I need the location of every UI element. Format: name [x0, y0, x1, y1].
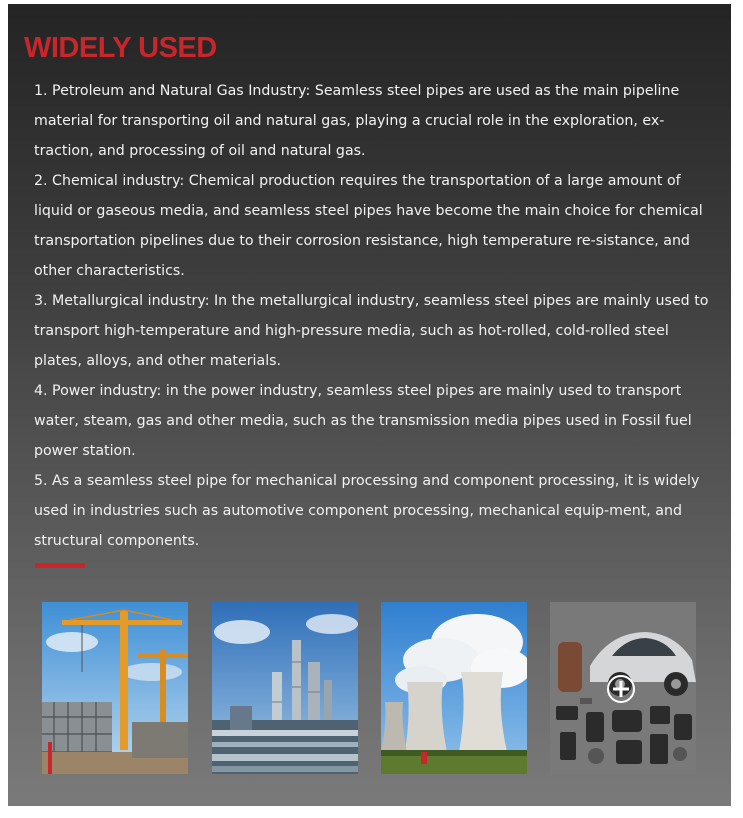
section-title: WIDELY USED: [24, 32, 217, 64]
gallery-image-auto-parts[interactable]: [550, 602, 696, 774]
paragraph-metallurgical: 3. Metallurgical industry: In the metallurgical industry, seamless steel pipes are mainly used to transport high-temperature and high-pressure media, such as hot-rolled, cold-rolled steel plates, alloys, and other materials.: [34, 293, 709, 369]
construction-crane-photo: [42, 602, 188, 774]
plus-icon[interactable]: [606, 674, 636, 704]
paragraph-mechanical: 5. As a seamless steel pipe for mechanical processing and component processing, it is widely used in industries such as automotive component processing, mechanical equip-ment, and structural components.: [34, 473, 700, 549]
gallery-image-construction[interactable]: [42, 602, 188, 774]
accent-divider: [35, 563, 85, 568]
paragraph-chemical: 2. Chemical industry: Chemical production requires the transportation of a large amount of liquid or gaseous media, and seamless steel pipes have become the main choice for chemical transportation pipelines due to their corrosion resistance, high temperature re-sistance, and other characteristics.: [34, 173, 703, 279]
gallery-image-refinery[interactable]: [212, 602, 358, 774]
paragraph-petroleum: 1. Petroleum and Natural Gas Industry: Seamless steel pipes are used as the main pipeline material for transporting oil and natural gas, playing a crucial role in the exploration, ex-traction, and processing of oil and natural gas.: [34, 83, 680, 159]
paragraph-power: 4. Power industry: in the power industry, seamless steel pipes are mainly used to transport water, steam, gas and other media, such as the transmission media pipes used in Fossil fuel power station.: [34, 383, 692, 459]
description-text: [34, 76, 712, 556]
image-gallery: [8, 602, 731, 774]
refinery-photo: [212, 602, 358, 774]
cooling-towers-photo: [381, 602, 527, 774]
widely-used-panel: [8, 4, 731, 806]
gallery-image-power-plant[interactable]: [381, 602, 527, 774]
